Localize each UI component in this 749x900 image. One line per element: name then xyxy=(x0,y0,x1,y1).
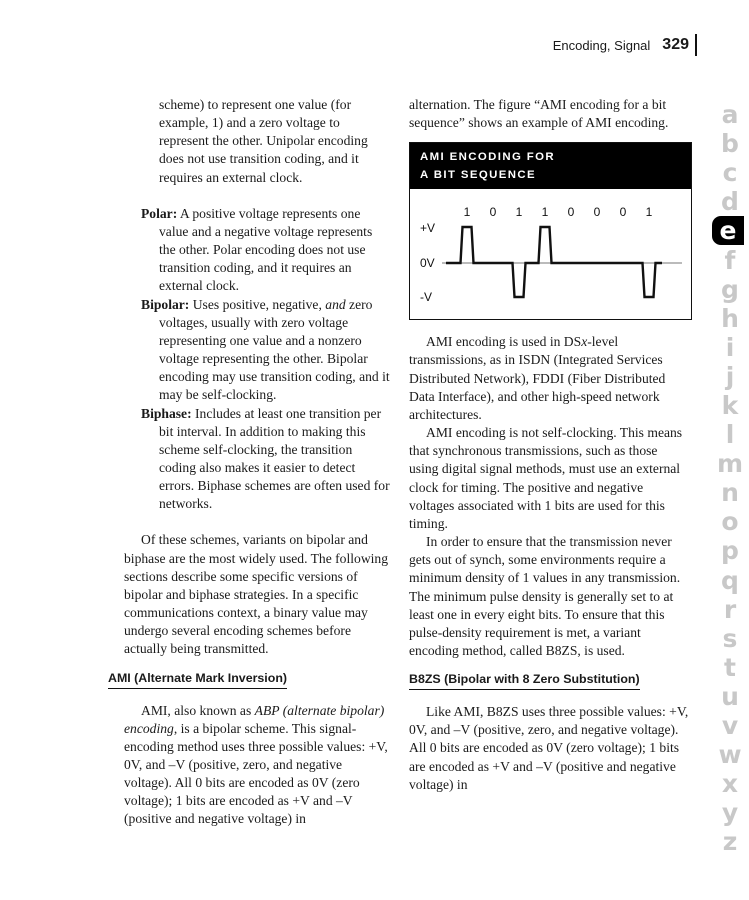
bit-label: 1 xyxy=(541,205,549,220)
positive-voltage-label: +V xyxy=(420,221,436,236)
unipolar-continuation: scheme) to represent one value (for example, 1) and a zero voltage to represent the other. Unipolar encoding does not use transition coding, and it requires an external clock. xyxy=(159,97,368,185)
index-tab-v: v xyxy=(721,711,739,741)
bit-label: 0 xyxy=(489,205,497,220)
index-tab-h: h xyxy=(721,303,739,333)
definition-bipolar-text-2: zero voltages, usually with zero voltage representing one value and a nonzero voltage representing the other. Bipolar encoding may use transition coding, and it may be self-clocking. xyxy=(159,296,390,403)
definition-polar xyxy=(124,205,391,296)
index-tab-f: f xyxy=(724,245,736,275)
index-tab-b: b xyxy=(721,129,739,159)
figure-caption-line-2: A BIT SEQUENCE xyxy=(420,169,537,182)
running-header xyxy=(553,34,697,56)
index-tab-u: u xyxy=(721,681,739,711)
definition-bipolar xyxy=(124,296,391,405)
definition-polar-text: A positive voltage represents one value and a negative voltage represents the other. Polar encoding does not use transition coding, and it requires an external clock. xyxy=(159,205,373,294)
index-tab-z: z xyxy=(722,827,738,857)
ami-paragraph-emph: ABP (alternate bipolar) encoding xyxy=(124,702,385,736)
definition-biphase-text: Includes at least one transition per bit interval. In addition to making this scheme self-clocking, the transition coding also makes it easier to detect errors. Biphase schemes are often used for networks. xyxy=(159,405,390,512)
term-polar: Polar: xyxy=(141,205,178,221)
bit-label: 1 xyxy=(645,205,653,220)
alphabet-thumb-index xyxy=(716,100,744,856)
left-column xyxy=(108,96,391,829)
ami-usage-text-2: -level transmissions, as in ISDN (Integrated Services Distributed Network), FDDI (Fiber Distributed Data Interface), and other high-speed network architectures. xyxy=(409,334,666,422)
index-tab-o: o xyxy=(721,507,739,537)
ami-waveform-diagram xyxy=(410,189,689,319)
ami-clocking-paragraph: AMI encoding is not self-clocking. This means that synchronous transmissions, such as those using digital signal methods, must use an external clock for timing. The positive and negative voltages associated with 1 bits are used for this timing. xyxy=(409,425,683,531)
ami-signal-line xyxy=(446,227,662,297)
index-tab-y: y xyxy=(721,798,739,828)
ami-figure xyxy=(409,142,692,320)
right-column xyxy=(409,96,690,794)
schemes-summary-paragraph: Of these schemes, variants on bipolar and biphase are the most widely used. The following sections describe some specific versions of bipolar and biphase strategies. In a specific communications context, a binary value may undergo several encoding schemes before actually being transmitted. xyxy=(124,532,389,657)
term-biphase: Biphase: xyxy=(141,405,192,421)
index-tab-a: a xyxy=(721,100,739,130)
index-tab-q: q xyxy=(721,565,739,595)
figure-caption xyxy=(410,143,691,189)
index-tab-l: l xyxy=(725,420,735,450)
bit-label: 0 xyxy=(593,205,601,220)
index-tab-m: m xyxy=(716,449,744,479)
index-tab-r: r xyxy=(723,594,737,624)
pulse-density-paragraph: In order to ensure that the transmission never gets out of synch, some environments require a minimum density of 1 values in any transmission. The minimum pulse density is generally set to at least one in every eight bits. To ensure that this pulse-density requirement is met, a variant encoding method, called B8ZS, is used. xyxy=(409,534,681,658)
index-tab-i: i xyxy=(725,332,735,362)
b8zs-heading: B8ZS (Bipolar with 8 Zero Substitution) xyxy=(409,671,640,690)
index-tab-t: t xyxy=(724,652,736,682)
ami-usage-emph: x xyxy=(581,334,588,350)
index-tab-k: k xyxy=(721,390,739,420)
ami-paragraph-text-2: , is a bipolar scheme. This signal-encoding method uses three possible values: +V, 0V, and –V (positive, zero, and negative voltage). All 0 bits are encoded as 0V (zero voltage); 1 bits are encoded as +V and –V (positive and negative voltage) in xyxy=(124,720,388,827)
ami-paragraph xyxy=(124,702,391,829)
term-bipolar: Bipolar: xyxy=(141,296,190,312)
index-tab-s: s xyxy=(722,623,738,653)
page-number: 329 xyxy=(662,36,689,53)
index-tab-e: e xyxy=(712,216,744,245)
index-tab-c: c xyxy=(722,158,738,188)
definition-bipolar-text-1: Uses positive, negative, xyxy=(189,296,326,312)
index-tab-d: d xyxy=(721,187,739,217)
index-tab-p: p xyxy=(721,536,739,566)
bit-labels xyxy=(464,205,653,219)
ami-usage-paragraph xyxy=(409,333,690,424)
ami-usage-text-1: AMI encoding is used in DS xyxy=(426,334,582,350)
bit-label: 0 xyxy=(567,205,575,220)
ami-paragraph-text-1: AMI, also known as xyxy=(141,702,255,718)
bit-label: 1 xyxy=(463,205,471,220)
b8zs-paragraph: Like AMI, B8ZS uses three possible values: +V, 0V, and –V (positive, zero, and negative voltage). All 0 bits are encoded as 0V (zero voltage); 1 bits are encoded as +V and –V (positive and negative voltage) in xyxy=(409,704,689,792)
figure-caption-line-1: AMI ENCODING FOR xyxy=(420,151,556,164)
index-tab-w: w xyxy=(718,740,742,770)
index-tab-n: n xyxy=(721,478,739,508)
running-title: Encoding, Signal xyxy=(552,37,651,53)
definition-bipolar-emph: and xyxy=(325,296,346,312)
ami-heading: AMI (Alternate Mark Inversion) xyxy=(108,670,287,689)
bit-label: 1 xyxy=(515,205,523,220)
index-tab-g: g xyxy=(721,274,739,304)
index-tab-x: x xyxy=(721,769,739,799)
index-tab-j: j xyxy=(725,361,735,391)
negative-voltage-label: -V xyxy=(420,290,432,305)
bit-label: 0 xyxy=(619,205,627,220)
definition-biphase xyxy=(124,405,391,514)
alternation-continuation: alternation. The figure “AMI encoding for a bit sequence” shows an example of AMI encoding. xyxy=(409,97,669,131)
zero-voltage-label: 0V xyxy=(420,256,435,271)
